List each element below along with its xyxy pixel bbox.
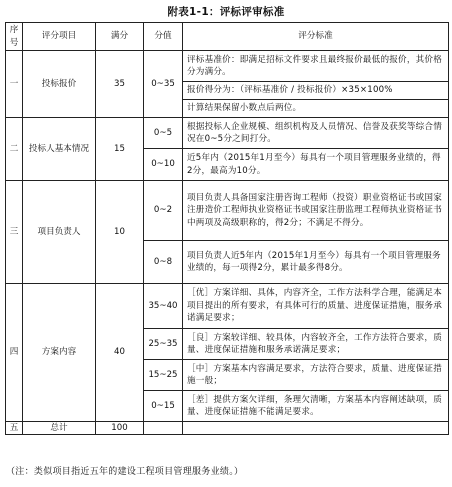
- row-standard: 近5年内（2015年1月至今）每具有一个项目管理服务业绩的，得2分，最高为10分。: [183, 149, 449, 181]
- row-seq: 三: [6, 181, 23, 284]
- row-full-score: 10: [96, 181, 144, 284]
- row-standard: 报价得分为：（评标基准价 / 投标报价）×35×100%: [183, 82, 449, 100]
- header-full: 满分: [96, 23, 144, 51]
- row-item: 项目负责人: [23, 181, 96, 284]
- table-row-total: [6, 422, 449, 435]
- row-score-range: 25~35: [144, 329, 183, 360]
- row-seq: 五: [6, 422, 23, 435]
- row-full-score: 15: [96, 118, 144, 181]
- row-seq: 四: [6, 284, 23, 422]
- row-score-range: 0~15: [144, 391, 183, 422]
- page-title: 附表1-1：评标评审标准: [167, 6, 285, 18]
- row-seq: 一: [6, 51, 23, 118]
- row-standard: 项目负责人近5年内（2015年1月至今）每具有一个项目管理服务业绩的，每一项得2分，累计最多得8分。: [183, 241, 449, 284]
- row-score-range: [144, 422, 183, 435]
- row-score-range: 0~5: [144, 118, 183, 149]
- table-row: [6, 118, 449, 149]
- header-seq: 序号: [6, 23, 23, 51]
- footnote: （注：类似项目指近五年的建设工程项目管理服务业绩。）: [6, 467, 244, 477]
- row-item: 投标人基本情况: [23, 118, 96, 181]
- row-full-score: 35: [96, 51, 144, 118]
- table-header-row: [6, 23, 449, 51]
- row-score-range: 0~10: [144, 149, 183, 181]
- row-score-range: 15~25: [144, 360, 183, 391]
- row-score-range: 0~2: [144, 181, 183, 241]
- row-full-score: 40: [96, 284, 144, 422]
- table-row: [6, 51, 449, 82]
- row-item: 总计: [23, 422, 96, 435]
- row-score-range: 0~8: [144, 241, 183, 284]
- header-item: 评分项目: [23, 23, 96, 51]
- row-standard: 项目负责人具备国家注册咨询工程师（投资）职业资格证书或国家注册造价工程师执业资格证书或国家注册监理工程师执业资格证书中两项及高级职称的，得2分；不满足不得分。: [183, 181, 449, 241]
- row-standard: 计算结果保留小数点后两位。: [183, 100, 449, 118]
- header-score: 分值: [144, 23, 183, 51]
- row-standard: ［良］方案较详细、较具体，内容较齐全，工作方法符合要求，质量、进度保证措施和服务承诺满足要求；: [183, 329, 449, 360]
- row-score-range: 35~40: [144, 284, 183, 329]
- scoring-table: [5, 22, 449, 435]
- header-standard: 评分标准: [183, 23, 449, 51]
- table-row: [6, 181, 449, 241]
- row-score-range: 0~35: [144, 51, 183, 118]
- row-full-score: 100: [96, 422, 144, 435]
- table-row: [6, 284, 449, 329]
- row-standard: [183, 422, 449, 435]
- row-standard: 评标基准价：即满足招标文件要求且最终报价最低的报价，其价格分为满分。: [183, 51, 449, 82]
- row-item: 方案内容: [23, 284, 96, 422]
- row-item: 投标报价: [23, 51, 96, 118]
- row-standard: ［中］方案基本内容满足要求，方法符合要求，质量、进度保证措施一般；: [183, 360, 449, 391]
- row-standard: 根据投标人企业规模、组织机构及人员情况、信誉及获奖等综合情况在0~5分之间打分。: [183, 118, 449, 149]
- row-standard: ［优］方案详细、具体，内容齐全，工作方法科学合理，能满足本项目提出的所有要求，有具体可行的质量、进度保证措施，服务承诺满足要求；: [183, 284, 449, 329]
- row-seq: 二: [6, 118, 23, 181]
- row-standard: ［差］提供方案欠详细，条理欠清晰，方案基本内容阐述缺项，质量、进度保证措施不能满足要求。: [183, 391, 449, 422]
